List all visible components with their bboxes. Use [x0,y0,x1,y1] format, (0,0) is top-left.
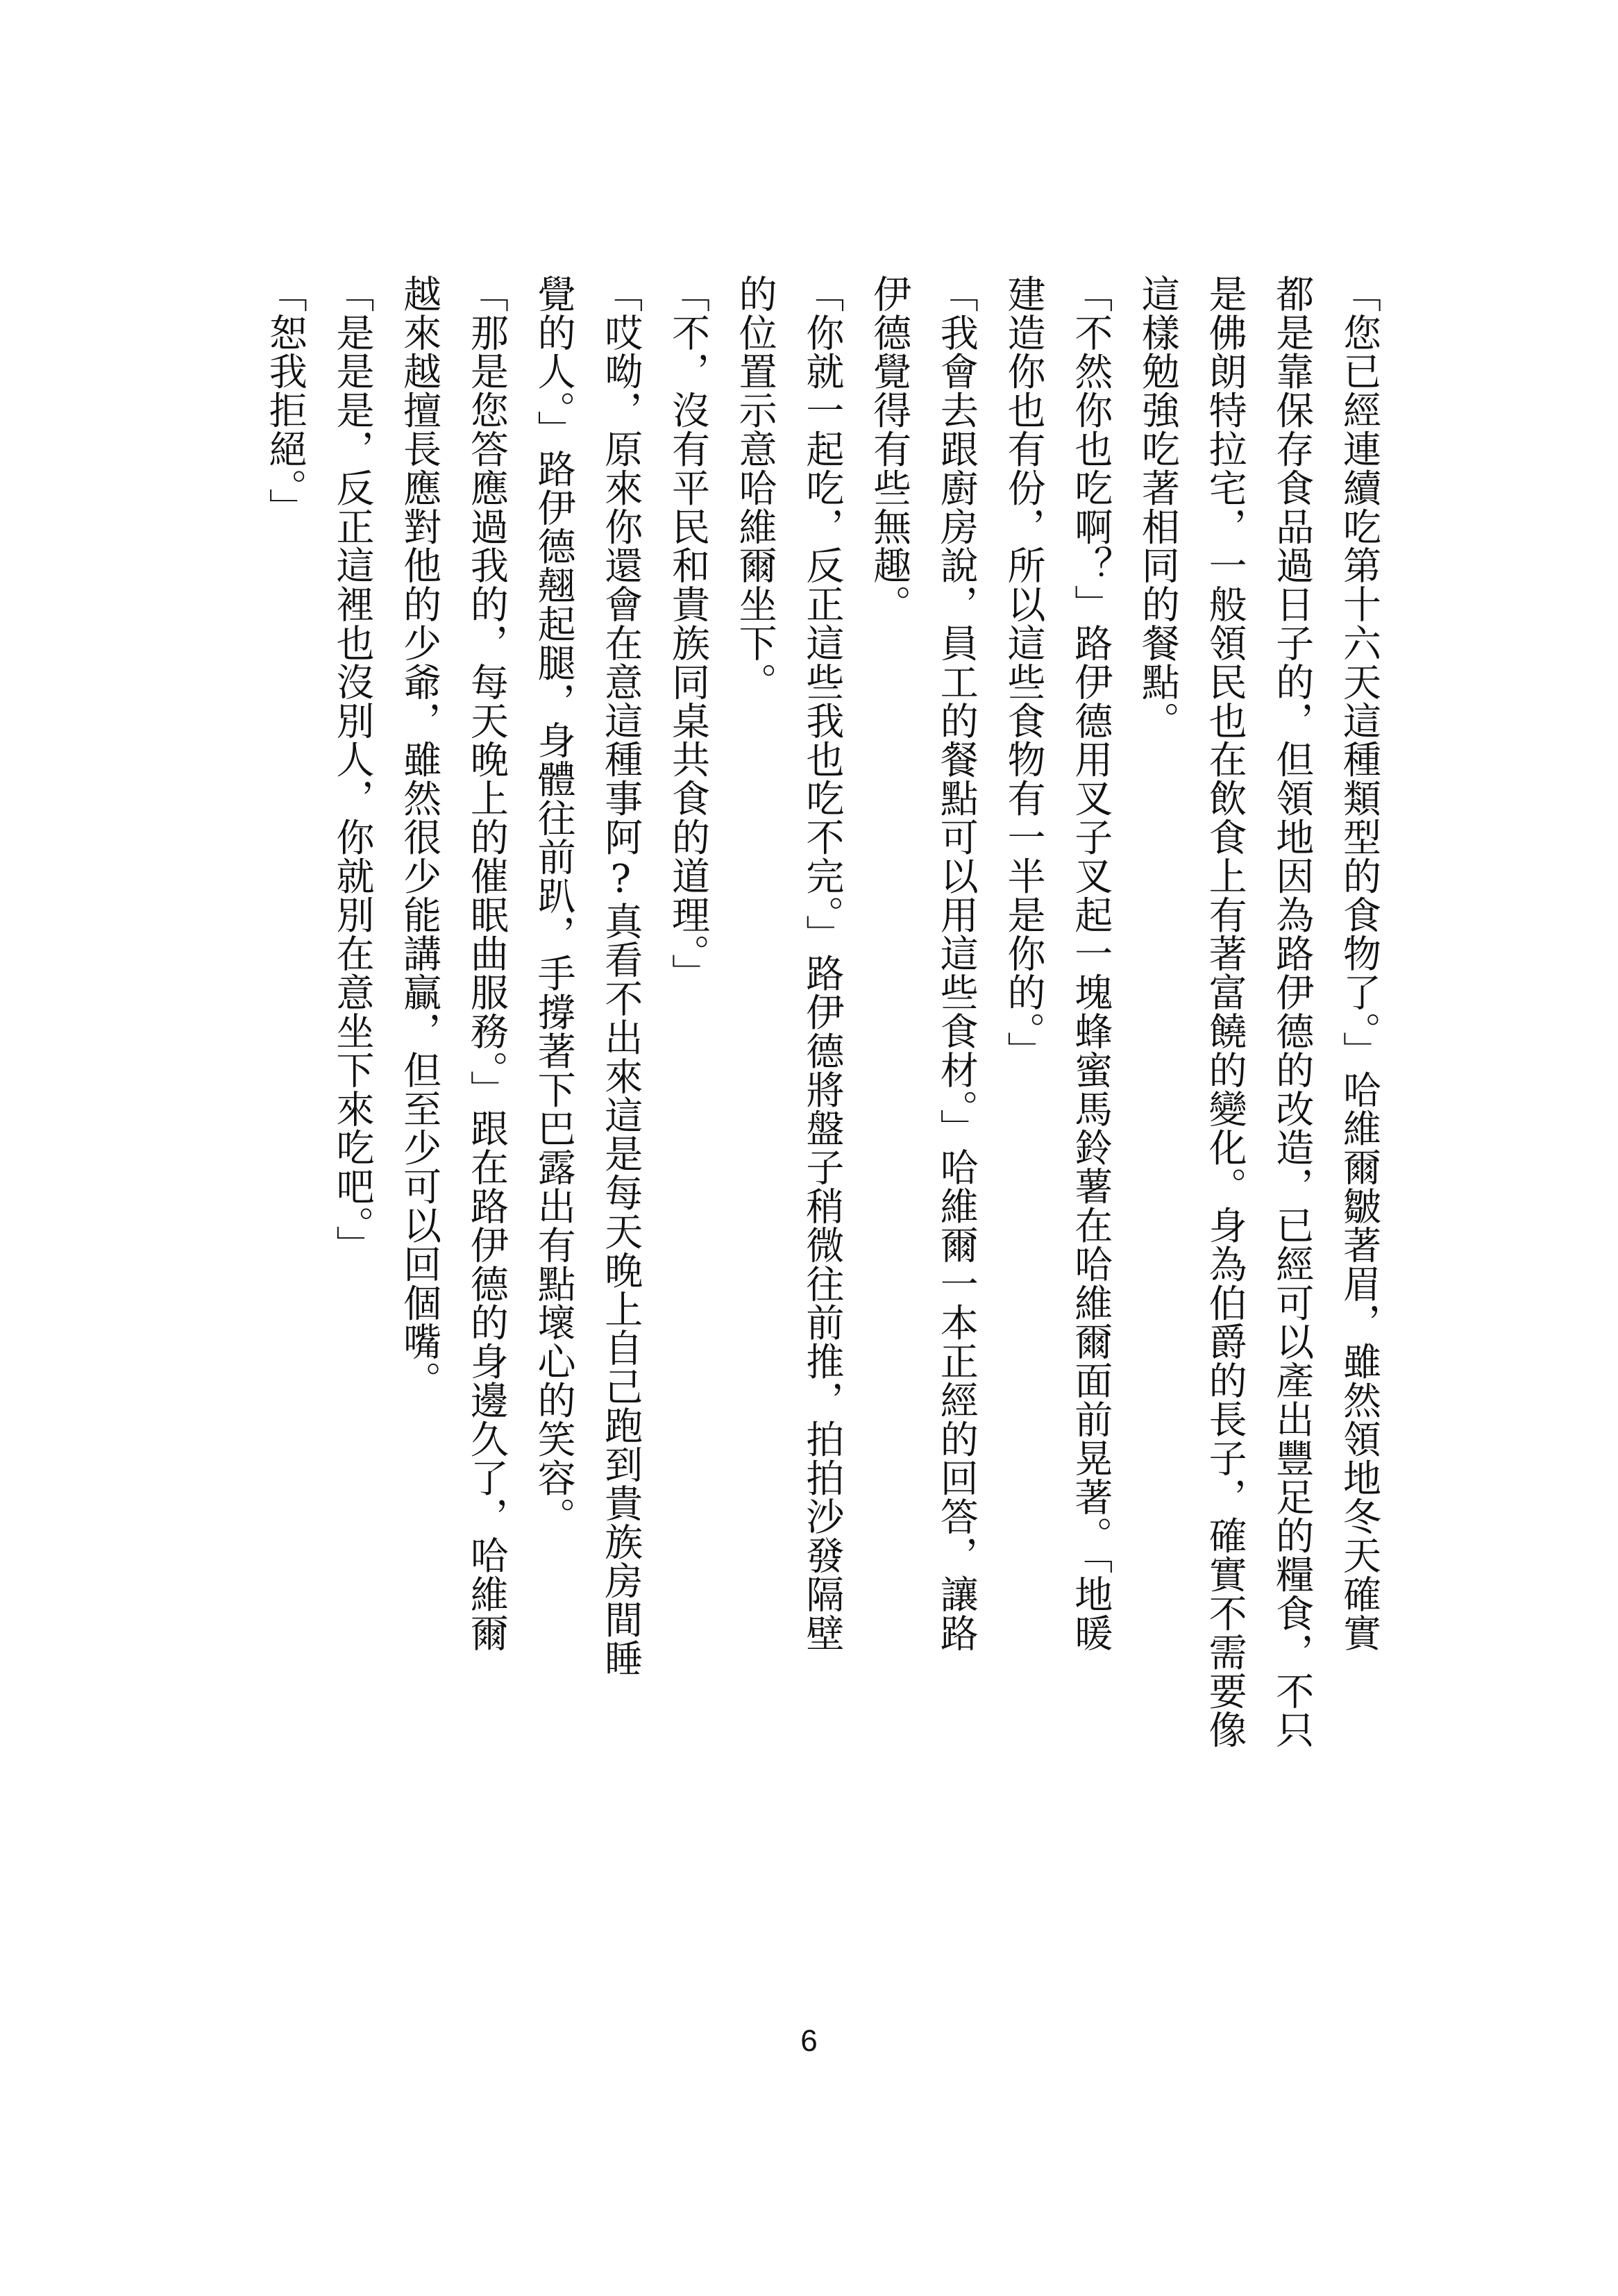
text-column: 的位置示意哈維爾坐下。 [732,274,777,701]
text-column: 「恕我拒絕。」 [262,274,307,527]
text-column: 建造你也有份，所以這些食物有一半是你的。」 [1001,274,1046,1071]
text-column: 「那是您答應過我的，每天晚上的催眠曲服務。」跟在路伊德的身邊久了，哈維爾 [464,274,509,1652]
text-column: 「是是是，反正這裡也沒別人，你就別在意坐下來吃吧。」 [330,274,375,1264]
text-column: 越來越擅長應對他的少爺，雖然很少能講贏，但至少可以回個嘴。 [397,274,442,1400]
text-column: 這樣勉強吃著相同的餐點。 [1135,274,1180,740]
text-column: 「不然你也吃啊？」路伊德用叉子叉起一塊蜂蜜馬鈴薯在哈維爾面前晃著。「地暖 [1068,274,1113,1652]
text-column: 「你就一起吃，反正這些我也吃不完。」路伊德將盤子稍微往前推，拍拍沙發隔壁 [800,274,845,1652]
vertical-text-body [212,274,1392,2041]
text-column: 「您已經連續吃第十六天這種類型的食物了。」哈維爾皺著眉，雖然領地冬天確實 [1337,274,1381,1652]
text-column: 「哎呦，原來你還會在意這種事阿?真看不出來這是每天晚上自己跑到貴族房間睡 [598,274,643,1678]
text-column: 「不，沒有平民和貴族同桌共食的道理。」 [665,274,710,993]
text-column: 覺的人。」路伊德翹起腿，身體往前趴，手撐著下巴露出有點壞心的笑容。 [531,274,576,1536]
text-column: 伊德覺得有些無趣。 [867,274,912,624]
page-number: 6 [800,2024,818,2058]
text-column: 是佛朗特拉宅，一般領民也在飲食上有著富饒的變化。身為伯爵的長子，確實不需要像 [1202,274,1247,1750]
text-column: 都是靠保存食品過日子的，但領地因為路伊德的改造，已經可以產出豐足的糧食，不只 [1270,274,1315,1750]
text-column: 「我會去跟廚房說，員工的餐點可以用這些食材。」哈維爾一本正經的回答，讓路 [934,274,979,1652]
